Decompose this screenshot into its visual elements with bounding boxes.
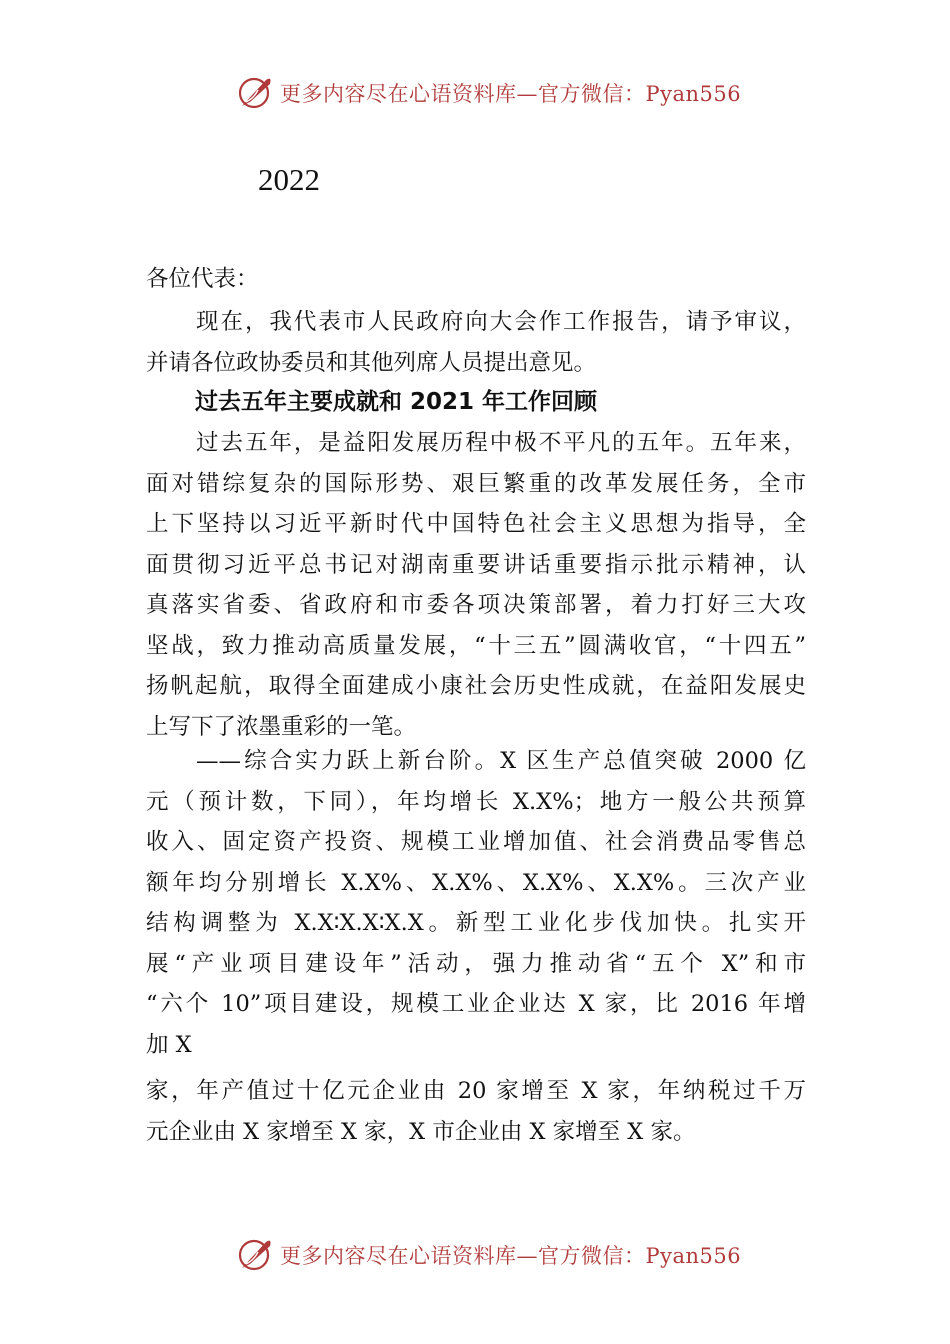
section-heading: 过去五年主要成就和 2021 年工作回顾 [195,389,598,415]
text-line: 收入、固定资产投资、规模工业增加值、社会消费品零售总 [146,829,806,855]
text-line: 上写下了浓墨重彩的一笔。 [146,713,417,740]
header-banner [0,70,950,114]
text-line: 元企业由 X 家增至 X 家，X 市企业由 X 家增至 X 家。 [146,1118,696,1145]
text-line: 扬帆起航，取得全面建成小康社会历史性成就，在益阳发展史 [146,673,806,699]
text-line: 面贯彻习近平总书记对湖南重要讲话重要指示批示精神，认 [146,551,806,578]
text-line: 并请各位政协委员和其他列席人员提出意见。 [146,349,597,376]
achievements-paragraph [146,423,806,747]
quill-logo-icon [236,72,276,112]
footer-banner [0,1232,950,1276]
text-line: 家，年产值过十亿元企业由 20 家增至 X 家，年纳税过千万 [146,1078,806,1104]
text-line: 现在，我代表市人民政府向大会作工作报告，请予审议， [196,309,806,335]
salutation [146,259,806,300]
text-line: 加 X [146,1031,192,1058]
strength-paragraph [146,741,806,1065]
text-line: 结构调整为 X.X∶X.X∶X.X。新型工业化步伐加快。扎实开 [146,910,806,936]
text-line: 元（预计数，下同），年均增长 X.X%；地方一般公共预算 [146,788,806,815]
salutation-text: 各位代表： [146,266,259,292]
text-line: 真落实省委、省政府和市委各项决策部署，着力打好三大攻 [146,592,806,618]
text-line: 额年均分别增长 X.X%、X.X%、X.X%、X.X%。三次产业 [146,869,806,896]
banner-text: 更多内容尽在心语资料库—官方微信：Pyan556 [280,82,742,106]
intro-paragraph [146,302,806,383]
text-line: “六个 10”项目建设，规模工业企业达 X 家，比 2016 年增 [146,991,806,1017]
text-line: 过去五年，是益阳发展历程中极不平凡的五年。五年来， [196,430,806,456]
text-line: 坚战，致力推动高质量发展，“十三五”圆满收官，“十四五” [146,632,806,659]
quill-logo-icon [236,1234,276,1274]
banner-text: 更多内容尽在心语资料库—官方微信：Pyan556 [280,1244,742,1268]
text-line: 展“产业项目建设年”活动，强力推动省“五个 X”和市 [146,950,806,977]
enterprise-paragraph [146,1071,806,1152]
text-line: ——综合实力跃上新台阶。X 区生产总值突破 2000 亿 [196,748,806,774]
document-year: 2022 [258,162,320,197]
text-line: 面对错综复杂的国际形势、艰巨繁重的改革发展任务，全市 [146,470,806,497]
text-line: 上下坚持以习近平新时代中国特色社会主义思想为指导，全 [146,511,806,537]
